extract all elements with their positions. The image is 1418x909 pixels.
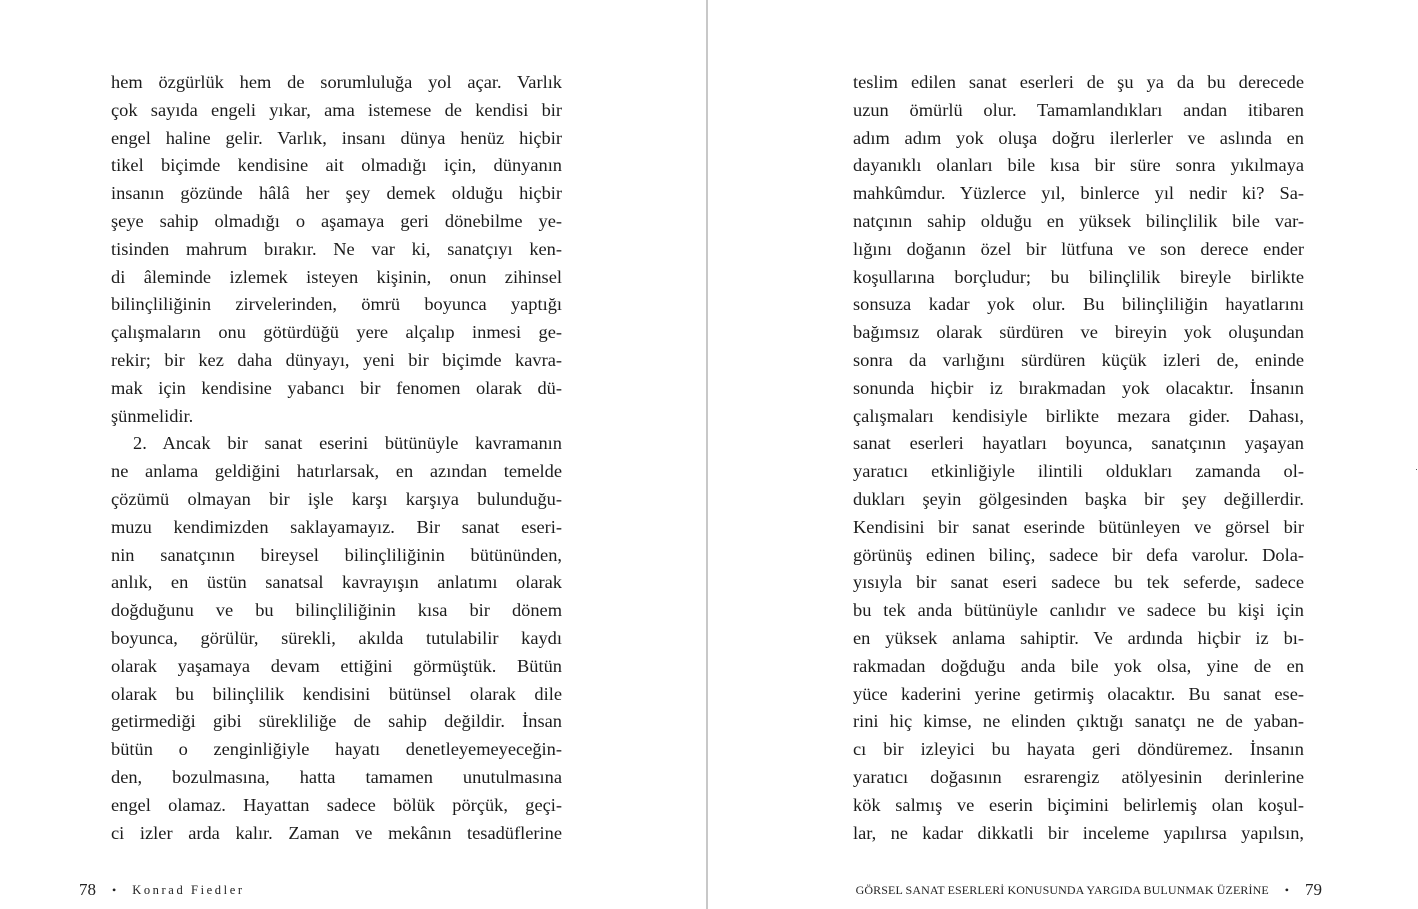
text-line: görünüş edinen bilinç, sadece bir defa varolur. Dola- <box>853 544 1304 565</box>
text-line: mak için kendisine yabancı bir fenomen olarak dü- <box>111 377 562 398</box>
text-line: yaratıcı doğasının esrarengiz atölyesinin derinlerine <box>853 766 1304 787</box>
text-line: Kendisini bir sanat eserinde bütünleyen ve görsel bir <box>853 516 1304 537</box>
text-line: yaratıcı etkinliğiyle ilintili oldukları zamanda ol- <box>853 461 1304 482</box>
text-line: dukları şeyin gölgesinden başka bir şey değillerdir. <box>853 488 1304 509</box>
text-line: di âleminde izlemek isteyen kişinin, onun zihinsel <box>111 266 562 287</box>
bullet-separator-icon: • <box>112 882 117 897</box>
right-page-body <box>853 69 1304 847</box>
text-line: engel haline gelir. Varlık, insanı dünya henüz hiçbir <box>111 127 562 148</box>
text-line: çözümü olmayan bir işle karşı karşıya bulunduğu- <box>111 488 562 509</box>
text-line: lar, ne kadar dikkatli bir inceleme yapılırsa yapılsın, <box>853 822 1304 843</box>
text-line: sonra da varlığını sürdüren küçük izleri de, eninde <box>853 349 1304 370</box>
text-line: getirmediği gibi sürekliliğe de sahip değildir. İnsan <box>111 711 562 732</box>
text-line: mahkûmdur. Yüzlerce yıl, binlerce yıl nedir ki? Sa- <box>853 183 1304 204</box>
text-line: olarak yaşamaya devam ettiğini görmüştük. Bütün <box>111 655 562 676</box>
text-line: anlık, en üstün sanatsal kavrayışın anlatımı olarak <box>111 572 562 593</box>
page-number: 78 <box>79 880 96 899</box>
right-page <box>708 0 1418 909</box>
section-2-first-line: 2. Ancak bir sanat eserini bütünüyle kavramanın <box>133 433 562 454</box>
left-page-footer <box>79 880 245 900</box>
text-line: çok sayıda engeli yıkar, ama istemese de kendisi bir <box>111 99 562 120</box>
text-line: den, bozulmasına, hatta tamamen unutulmasına <box>111 766 562 787</box>
text-line: tisinden mahrum bırakır. Ne var ki, sanatçıyı ken- <box>111 238 562 259</box>
text-line: bilinçliliğinin zirvelerinden, ömrü boyunca yaptığı <box>111 294 562 315</box>
bullet-separator-icon: • <box>1284 882 1289 897</box>
text-line: adım adım yok oluşa doğru ilerlerler ve aslında en <box>853 127 1304 148</box>
text-line: en yüksek anlama sahiptir. Ve ardında hiçbir iz bı- <box>853 627 1304 648</box>
text-line: bağımsız olarak sürdüren ve bireyin yok oluşundan <box>853 322 1304 343</box>
left-page-body <box>111 69 562 847</box>
scan-speck <box>1416 469 1417 470</box>
page-number: 79 <box>1305 880 1322 899</box>
text-line: bu tek anda bütünüyle canlıdır ve sadece bu kişi için <box>853 600 1304 621</box>
text-line: doğduğunu ve bu bilinçliliğinin kısa bir dönem <box>111 600 562 621</box>
left-page <box>0 0 706 909</box>
text-line: insanın gözünde hâlâ her şey demek olduğu hiçbir <box>111 183 562 204</box>
text-line: sonsuza kadar yok olur. Bu bilinçliliğin hayatlarını <box>853 294 1304 315</box>
text-line: yısıyla bir sanat eseri sadece bu tek seferde, sadece <box>853 572 1304 593</box>
paragraph-end-line: şünmelidir. <box>111 405 194 426</box>
text-line: sanat eserleri hayatları boyunca, sanatçının yaşayan <box>853 433 1304 454</box>
text-line: çalışmaların onu götürdüğü yere alçalıp inmesi ge- <box>111 322 562 343</box>
running-head-title: GÖRSEL SANAT ESERLERİ KONUSUNDA YARGIDA BULUNMAK ÜZERİNE <box>855 882 1269 897</box>
text-line: yüce kaderini yerine getirmiş olacaktır. Bu sanat ese- <box>853 683 1304 704</box>
text-line: uzun ömürlü olur. Tamamlandıkları andan itibaren <box>853 99 1304 120</box>
text-line: şeye sahip olmadığı o aşamaya geri dönebilme ye- <box>111 210 562 231</box>
text-line: olarak bu bilinçlilik kendisini bütünsel olarak dile <box>111 683 562 704</box>
text-line: hem özgürlük hem de sorumluluğa yol açar. Varlık <box>111 72 562 92</box>
text-line: boyunca, görülür, sürekli, akılda tutulabilir kaydı <box>111 627 562 648</box>
text-line: muzu kendimizden saklayamayız. Bir sanat eseri- <box>111 516 562 537</box>
text-line: sonunda hiçbir iz bırakmadan yok olacaktır. İnsanın <box>853 377 1304 398</box>
running-head-author: Konrad Fiedler <box>132 882 245 897</box>
text-line: cı bir izleyici bu hayata geri döndüremez. İnsanın <box>853 739 1304 760</box>
text-line: dayanıklı olanları bile kısa bir süre sonra yıkılmaya <box>853 155 1304 176</box>
text-line: engel olamaz. Hayattan sadece bölük pörçük, geçi- <box>111 794 562 815</box>
text-line: çalışmaları kendisiyle birlikte mezara gider. Dahası, <box>853 405 1304 426</box>
text-line: natçının sahip olduğu en yüksek bilinçlilik bile var- <box>853 210 1304 231</box>
text-line: lığını doğanın özel bir lütfuna ve son derece ender <box>853 238 1304 259</box>
text-line: rini hiç kimse, ne elinden çıktığı sanatçı ne de yaban- <box>853 711 1304 732</box>
text-line: ci izler arda kalır. Zaman ve mekânın tesadüflerine <box>111 822 562 843</box>
text-line: nin sanatçının bireysel bilinçliliğinin bütününden, <box>111 544 562 565</box>
text-line: kök salmış ve eserin biçimini belirlemiş olan koşul- <box>853 794 1304 815</box>
text-line: ne anlama geldiğini hatırlarsak, en azından temelde <box>111 461 562 482</box>
text-line: bütün o zenginliğiyle hayatı denetleyemeyeceğin- <box>111 739 562 760</box>
text-line: koşullarına borçludur; bu bilinçlilik bireyle birlikte <box>853 266 1304 287</box>
text-line: teslim edilen sanat eserleri de şu ya da bu derecede <box>853 72 1304 92</box>
right-page-footer <box>856 880 1322 900</box>
text-line: tikel biçimde kendisine ait olmadığı için, dünyanın <box>111 155 562 176</box>
text-line: rekir; bir kez daha dünyayı, yeni bir biçimde kavra- <box>111 349 562 370</box>
text-line: rakmadan doğduğu anda bile yok olsa, yine de en <box>853 655 1304 676</box>
